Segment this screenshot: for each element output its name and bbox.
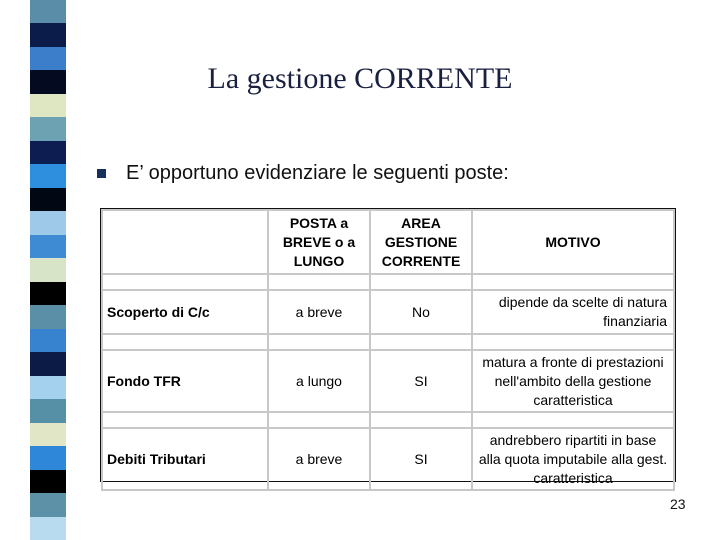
spacer-row xyxy=(102,412,674,428)
table-row xyxy=(102,290,674,334)
stripe-block xyxy=(30,141,66,164)
stripe-block xyxy=(30,94,66,117)
table-row xyxy=(102,350,674,412)
stripe-block xyxy=(30,493,66,516)
stripe-block xyxy=(30,211,66,234)
stripe-block xyxy=(30,258,66,281)
stripe-block xyxy=(30,23,66,46)
table-header-row xyxy=(102,210,674,274)
stripe-block xyxy=(30,517,66,540)
square-bullet-icon xyxy=(97,169,106,178)
bullet-item xyxy=(97,162,509,185)
stripe-block xyxy=(30,164,66,187)
spacer-row xyxy=(102,274,674,290)
stripe-block xyxy=(30,470,66,493)
posta-cell: a breve xyxy=(268,428,370,490)
area-cell: SI xyxy=(370,428,472,490)
stripe-block xyxy=(30,423,66,446)
stripe-block xyxy=(30,0,66,23)
table-row xyxy=(102,428,674,490)
stripe-block xyxy=(30,282,66,305)
header-cell: AREA GESTIONE CORRENTE xyxy=(370,210,472,274)
motivo-cell: matura a fronte di prestazioni nell'ambito della gestione caratteristica xyxy=(472,350,674,412)
stripe-block xyxy=(30,376,66,399)
motivo-cell: andrebbero ripartiti in base alla quota imputabile alla gest. caratteristica xyxy=(472,428,674,490)
spacer-row xyxy=(102,334,674,350)
area-cell: SI xyxy=(370,350,472,412)
area-cell: No xyxy=(370,290,472,334)
stripe-block xyxy=(30,446,66,469)
poste-table xyxy=(100,208,676,486)
stripe-block xyxy=(30,399,66,422)
stripe-block xyxy=(30,305,66,328)
stripe-block xyxy=(30,235,66,258)
stripe-block xyxy=(30,329,66,352)
stripe-block xyxy=(30,188,66,211)
header-cell: POSTA a BREVE o a LUNGO xyxy=(268,210,370,274)
header-cell xyxy=(102,210,268,274)
stripe-block xyxy=(30,117,66,140)
stripe-block xyxy=(30,352,66,375)
row-label: Scoperto di C/c xyxy=(102,290,268,334)
header-cell: MOTIVO xyxy=(472,210,674,274)
row-label: Debiti Tributari xyxy=(102,428,268,490)
motivo-cell: dipende da scelte di natura finanziaria xyxy=(472,290,674,334)
page-number: 23 xyxy=(670,496,686,512)
posta-cell: a breve xyxy=(268,290,370,334)
slide-title: La gestione CORRENTE xyxy=(207,62,513,95)
posta-cell: a lungo xyxy=(268,350,370,412)
bullet-text: E’ opportuno evidenziare le seguenti poste: xyxy=(126,162,509,184)
row-label: Fondo TFR xyxy=(102,350,268,412)
